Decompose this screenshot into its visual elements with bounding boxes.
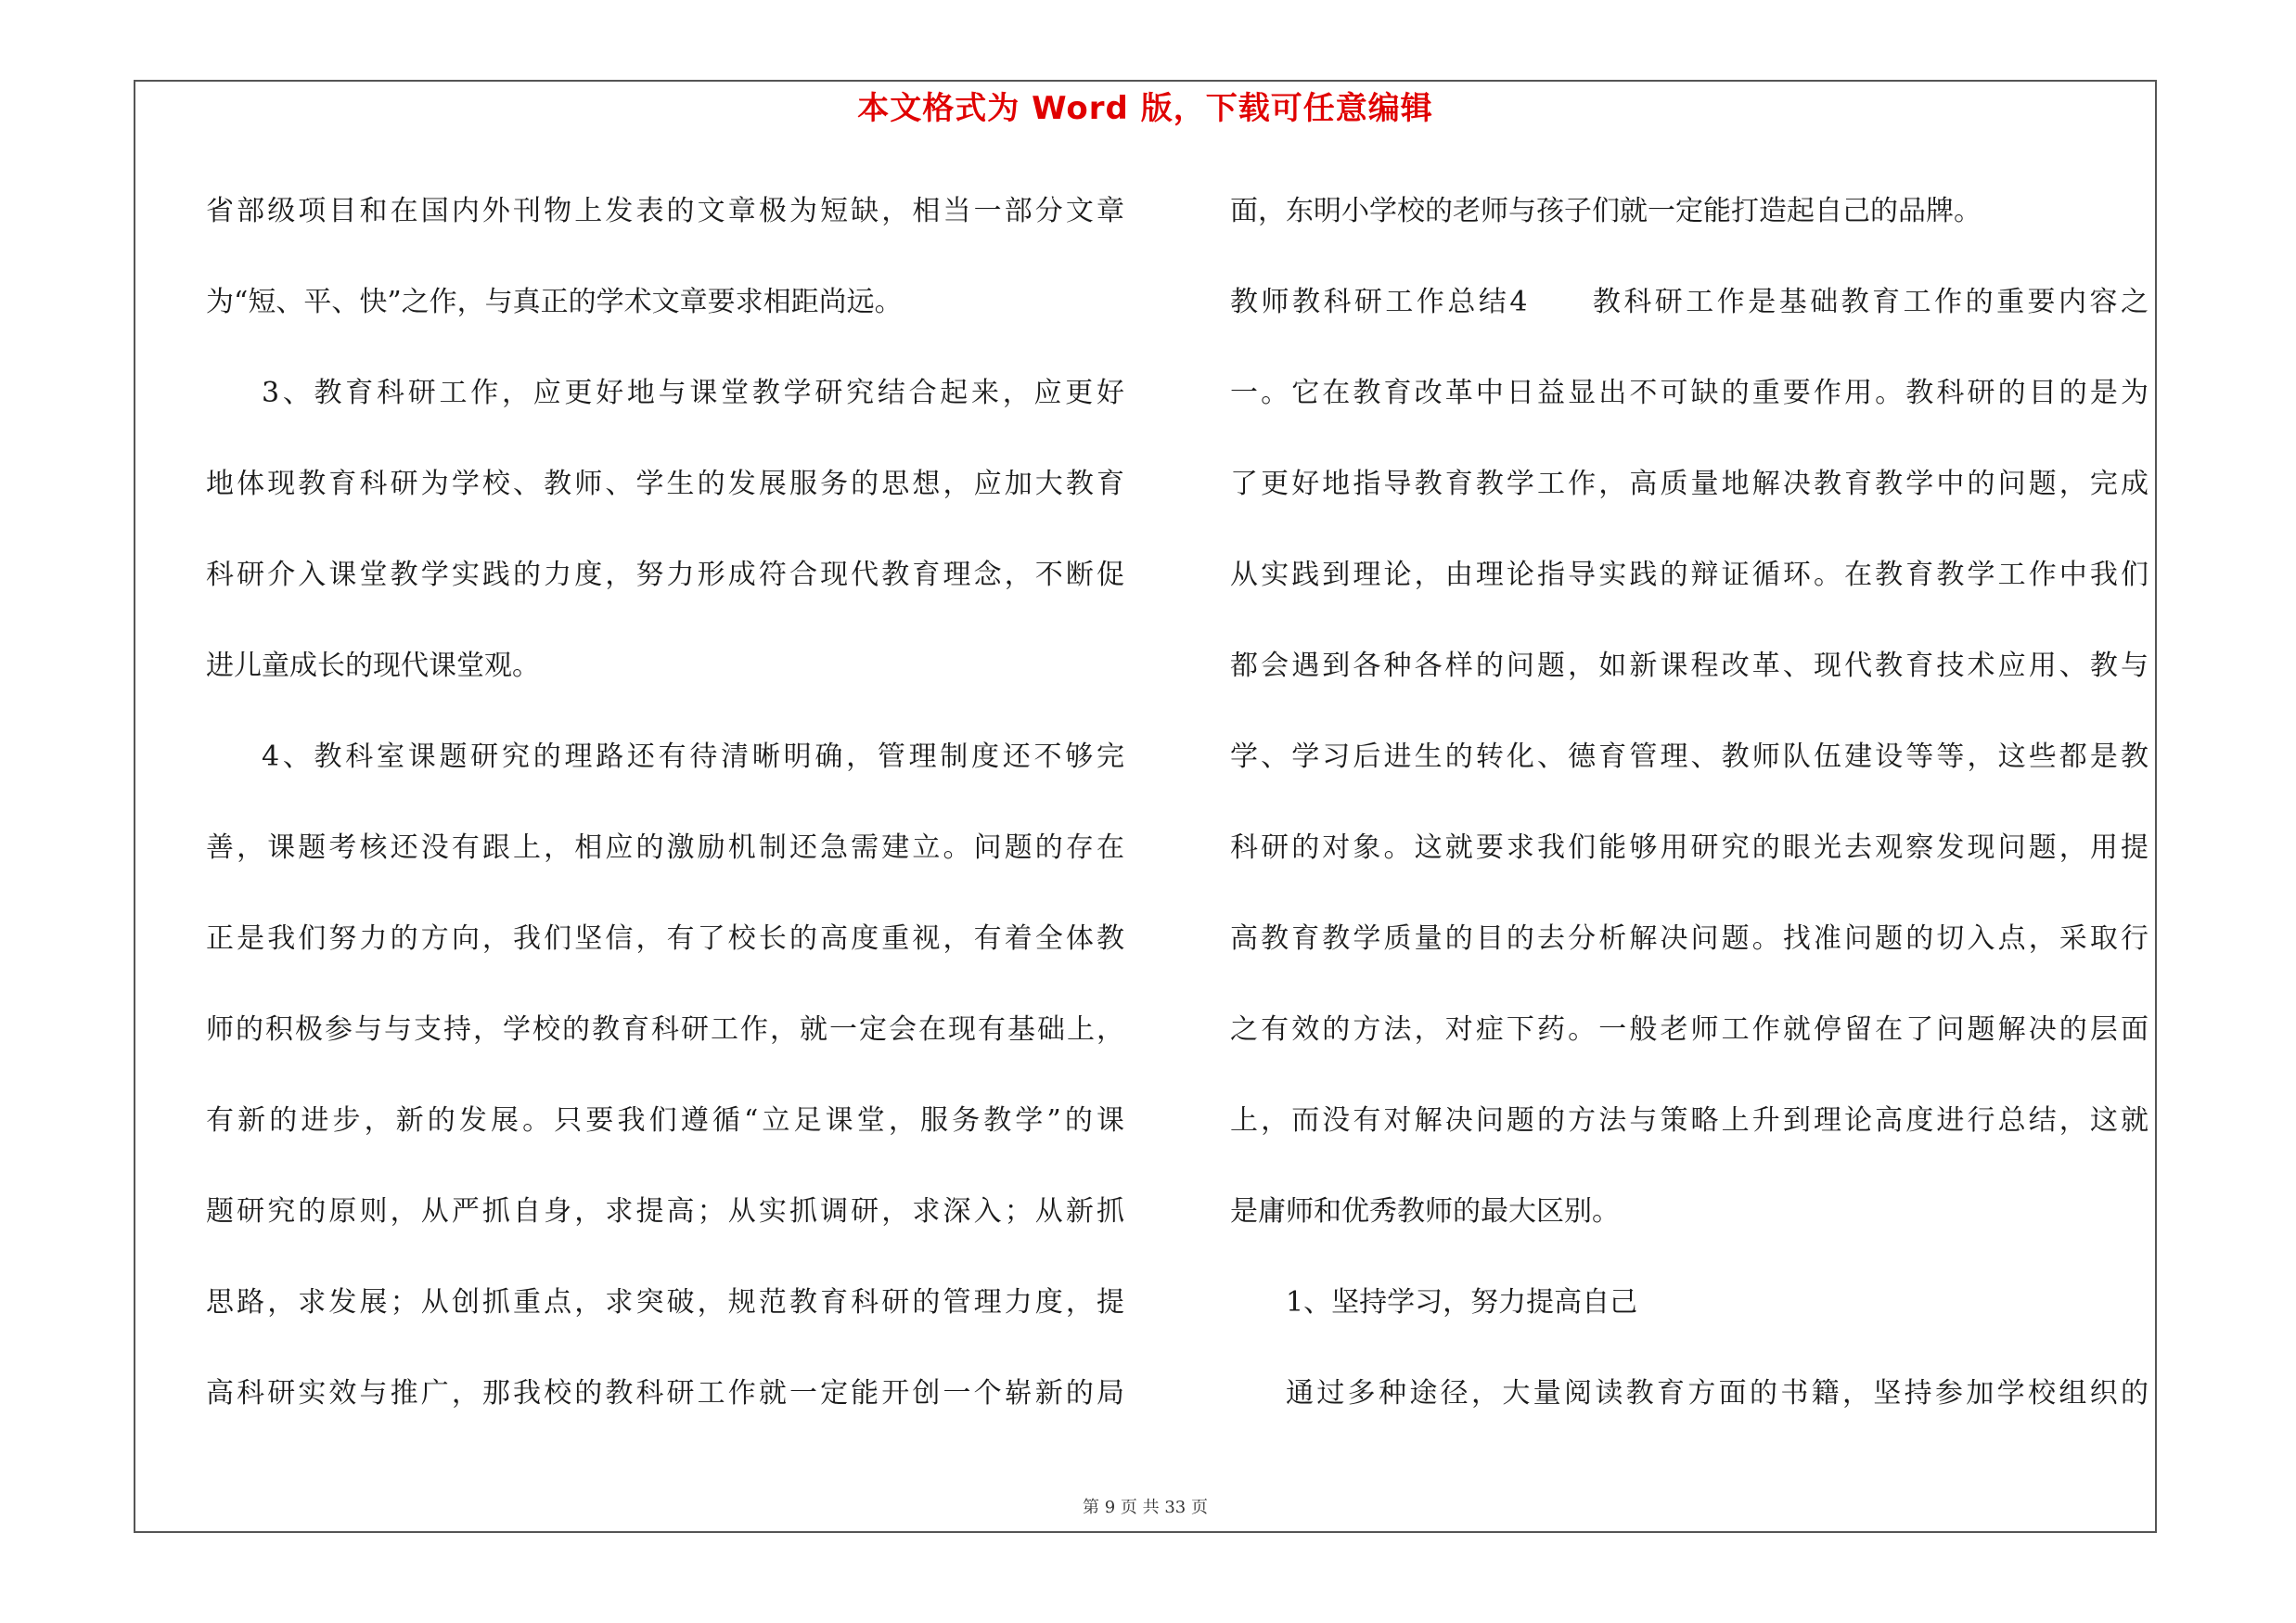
text-line: 题研究的原则，从严抓自身，求提高；从实抓调研，求深入；从新抓 xyxy=(206,1195,1124,1228)
text-line: 为“短、平、快”之作，与真正的学术文章要求相距尚远。 xyxy=(206,286,903,318)
text-line: 之有效的方法，对症下药。一般老师工作就停留在了问题解决的层面 xyxy=(1230,1013,2148,1046)
text-line: 科研的对象。这就要求我们能够用研究的眼光去观察发现问题，用提 xyxy=(1230,831,2148,864)
left-text-column xyxy=(206,182,1124,1455)
text-line: 进儿童成长的现代课堂观。 xyxy=(206,650,540,682)
text-line: 正是我们努力的方向，我们坚信，有了校长的高度重视，有着全体教 xyxy=(206,922,1124,955)
text-line: 3、教育科研工作，应更好地与课堂教学研究结合起来，应更好 xyxy=(262,377,1124,409)
text-line: 了更好地指导教育教学工作，高质量地解决教育教学中的问题，完成 xyxy=(1230,468,2148,500)
text-line: 4、教科室课题研究的理路还有待清晰明确，管理制度还不够完 xyxy=(262,741,1124,773)
text-line: 都会遇到各种各样的问题，如新课程改革、现代教育技术应用、教与 xyxy=(1230,650,2148,682)
text-line: 师的积极参与与支持，学校的教育科研工作，就一定会在现有基础上， xyxy=(206,1013,1124,1046)
text-line: 高教育教学质量的目的去分析解决问题。找准问题的切入点，采取行 xyxy=(1230,922,2148,955)
text-line: 从实践到理论，由理论指导实践的辩证循环。在教育教学工作中我们 xyxy=(1230,559,2148,591)
right-text-column xyxy=(1230,182,2148,1455)
text-line: 一。它在教育改革中日益显出不可缺的重要作用。教科研的目的是为 xyxy=(1230,377,2148,409)
section-heading: 1、坚持学习，努力提高自己 xyxy=(1286,1286,1638,1319)
text-line: 高科研实效与推广，那我校的教科研工作就一定能开创一个崭新的局 xyxy=(206,1377,1124,1410)
page-number: 第 9 页 共 33 页 xyxy=(1083,1498,1208,1517)
text-line: 教师教科研工作总结4 教科研工作是基础教育工作的重要内容之 xyxy=(1230,286,2148,318)
text-line: 善，课题考核还没有跟上，相应的激励机制还急需建立。问题的存在 xyxy=(206,831,1124,864)
text-line: 通过多种途径，大量阅读教育方面的书籍，坚持参加学校组织的 xyxy=(1286,1377,2148,1410)
text-line: 省部级项目和在国内外刊物上发表的文章极为短缺，相当一部分文章 xyxy=(206,195,1124,227)
text-line: 是庸师和优秀教师的最大区别。 xyxy=(1230,1195,1620,1228)
text-line: 地体现教育科研为学校、教师、学生的发展服务的思想，应加大教育 xyxy=(206,468,1124,500)
text-line: 科研介入课堂教学实践的力度，努力形成符合现代教育理念，不断促 xyxy=(206,559,1124,591)
text-line: 学、学习后进生的转化、德育管理、教师队伍建设等等，这些都是教 xyxy=(1230,741,2148,773)
format-banner: 本文格式为 Word 版，下载可任意编辑 xyxy=(857,90,1433,127)
text-line: 有新的进步，新的发展。只要我们遵循“立足课堂，服务教学”的课 xyxy=(206,1104,1124,1137)
text-line: 上，而没有对解决问题的方法与策略上升到理论高度进行总结，这就 xyxy=(1230,1104,2148,1137)
text-line: 面，东明小学校的老师与孩子们就一定能打造起自己的品牌。 xyxy=(1230,195,1982,227)
text-line: 思路，求发展；从创抓重点，求突破，规范教育科研的管理力度，提 xyxy=(206,1286,1124,1319)
